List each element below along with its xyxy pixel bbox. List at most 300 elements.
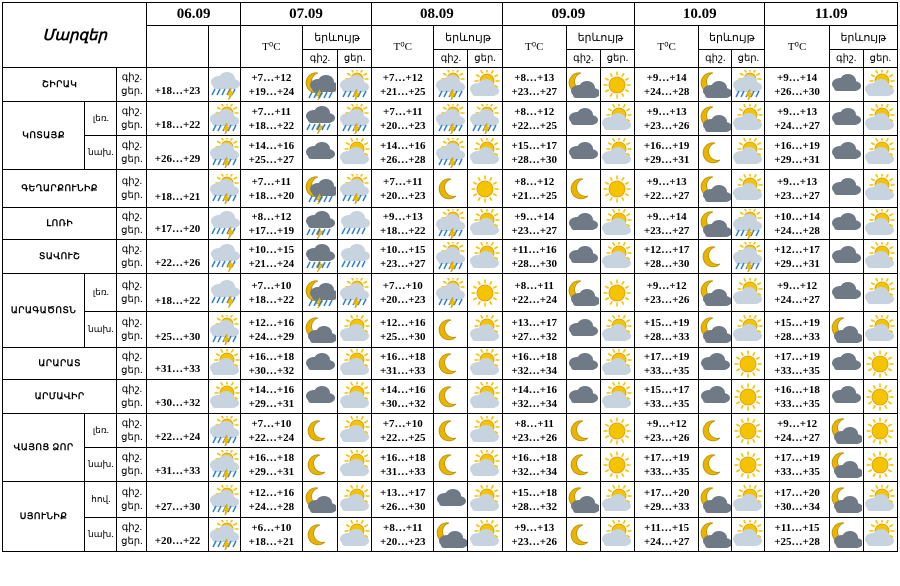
sun-icon (600, 68, 634, 102)
temp-pair (240, 68, 302, 102)
temp-pair (765, 274, 829, 312)
night-day-label (117, 482, 147, 518)
night-temp: +11…+15 (774, 521, 820, 534)
sun-storm-icon (434, 240, 468, 274)
cloud-icon (829, 208, 863, 240)
day-temp: +22…+25 (380, 431, 426, 444)
night-temp: +17…+20 (774, 486, 820, 499)
night-temp: +7…+11 (251, 105, 292, 118)
night-label: գիշ. (121, 210, 143, 222)
sun-cloud-icon (732, 170, 765, 208)
region-row (3, 414, 898, 448)
cloud-icon (566, 208, 600, 240)
moon-cloud-icon (699, 170, 732, 208)
cloud-icon (829, 380, 863, 414)
empty-cell (147, 26, 208, 68)
sun-cloud-icon (338, 414, 372, 448)
sun-cloud-icon (468, 348, 502, 380)
day-temp: +23…+27 (380, 257, 426, 270)
night-temp: +12…+17 (774, 243, 820, 256)
moon-icon (699, 136, 732, 170)
sun-cloud-icon (338, 348, 372, 380)
night-temp: +7…+10 (382, 279, 423, 292)
temp-pair (240, 518, 302, 552)
temp-pair (372, 380, 434, 414)
night-header: գիշ. (434, 50, 468, 68)
day-temp: +23…+27 (511, 85, 557, 98)
sun-cloud-icon (468, 136, 502, 170)
day-temp: +19…+24 (248, 85, 295, 98)
cloud-storm-icon (302, 208, 337, 240)
temp-pair (502, 102, 566, 136)
cloud-icon (566, 136, 600, 170)
day-temp: +28…+33 (643, 330, 690, 343)
date-header: 07.09 (240, 3, 371, 26)
forecast-body (3, 68, 898, 552)
day-temp: +24…+27 (774, 431, 820, 444)
sun-icon (600, 170, 634, 208)
cloud-storm-icon (302, 102, 337, 136)
temp-range: +17…+20 (147, 208, 208, 240)
day-temp: +22…+25 (511, 119, 557, 132)
sun-cloud-icon (863, 240, 897, 274)
sun-storm-icon (434, 274, 468, 312)
day-label: ցեր. (121, 153, 143, 165)
moon-cloud-icon (566, 274, 600, 312)
sun-icon (600, 414, 634, 448)
moon-storm-icon (302, 170, 337, 208)
day-temp: +33…+35 (774, 465, 820, 478)
moon-icon (302, 414, 337, 448)
region-row (3, 274, 898, 312)
day-temp: +20…+23 (380, 293, 426, 306)
sun-storm-icon (338, 170, 372, 208)
night-temp: +9…+14 (777, 71, 818, 84)
moon-storm-icon (302, 68, 337, 102)
temp-pair (372, 448, 434, 482)
sun-cloud-icon (863, 68, 897, 102)
day-temp: +27…+32 (511, 330, 557, 343)
moon-cloud-icon (699, 102, 732, 136)
day-temp: +29…+31 (248, 465, 295, 478)
night-temp: +8…+12 (251, 210, 292, 223)
temp-pair (502, 482, 566, 518)
temp-pair (765, 414, 829, 448)
day-temp: +24…+27 (774, 119, 820, 132)
night-label: գիշ. (121, 417, 143, 429)
night-temp: +12…+16 (380, 316, 426, 329)
sun-icon (732, 414, 765, 448)
day-label: ցեր. (121, 189, 143, 201)
sun-storm-icon (338, 68, 372, 102)
sun-cloud-icon (468, 380, 502, 414)
night-label: գիշ. (121, 383, 143, 395)
temp-pair (502, 414, 566, 448)
day-label: ցեր. (121, 224, 143, 236)
temp-pair (765, 380, 829, 414)
day-temp: +30…+34 (774, 500, 820, 513)
temp-pair (635, 518, 699, 552)
night-header: գիշ. (699, 50, 732, 68)
day-temp: +32…+34 (511, 364, 557, 377)
sun-cloud-icon (863, 482, 897, 518)
moon-icon (434, 170, 468, 208)
date-header: 08.09 (372, 3, 502, 26)
moon-storm-icon (302, 274, 337, 312)
night-temp: +9…+13 (646, 105, 687, 118)
sun-cloud-icon (468, 518, 502, 552)
day-temp: +33…+35 (643, 364, 690, 377)
cloud-icon (829, 170, 863, 208)
temp-pair (372, 274, 434, 312)
temp-range: +31…+33 (147, 348, 208, 380)
sun-icon (863, 414, 897, 448)
temp-pair (765, 448, 829, 482)
temp-pair (372, 136, 434, 170)
sun-cloud-icon (338, 136, 372, 170)
night-day-label (117, 312, 147, 348)
temp-pair (765, 136, 829, 170)
moon-cloud-icon (699, 274, 732, 312)
sun-storm-icon (732, 208, 765, 240)
night-temp: +8…+12 (514, 175, 555, 188)
night-label: գիշ. (121, 243, 143, 255)
day-temp: +23…+26 (643, 293, 690, 306)
night-temp: +11…+16 (511, 243, 557, 256)
temp-pair (765, 102, 829, 136)
day-temp: +23…+27 (774, 189, 820, 202)
subregion-name: նախ. (85, 312, 117, 348)
sun-cloud-icon (208, 348, 240, 380)
sun-cloud-icon (732, 518, 765, 552)
cloud-icon (302, 348, 337, 380)
region-row (3, 518, 898, 552)
sun-storm-icon (208, 482, 240, 518)
sun-icon (863, 448, 897, 482)
sun-storm-icon (434, 102, 468, 136)
sun-cloud-icon (732, 312, 765, 348)
night-temp: +12…+16 (248, 316, 295, 329)
day-temp: +32…+34 (511, 465, 557, 478)
moon-icon (566, 518, 600, 552)
temp-pair (372, 414, 434, 448)
day-temp: +29…+31 (643, 153, 690, 166)
rain-storm-icon (208, 68, 240, 102)
sun-icon (468, 274, 502, 312)
temp-pair (372, 170, 434, 208)
region-row (3, 240, 898, 274)
night-temp: +10…+15 (380, 243, 426, 256)
region-name: ՇԻՐԱԿ (3, 68, 117, 102)
phenomena-header: երևույթ (566, 26, 634, 50)
temp-pair (240, 312, 302, 348)
region-name: ՎԱՅՈՑ ՁՈՐ (3, 414, 85, 482)
day-temp: +20…+23 (380, 119, 426, 132)
sun-storm-icon (208, 312, 240, 348)
date-header: 09.09 (502, 3, 634, 26)
temp-pair (502, 348, 566, 380)
cloud-icon (566, 240, 600, 274)
day-label: ցեր. (121, 330, 143, 342)
moon-icon (699, 240, 732, 274)
subregion-name: լեռ. (85, 414, 117, 448)
temp-pair (240, 274, 302, 312)
day-temp: +23…+26 (511, 535, 557, 548)
moon-cloud-icon (699, 482, 732, 518)
night-temp: +9…+12 (646, 417, 687, 430)
night-temp: +8…+13 (514, 71, 555, 84)
sun-cloud-icon (600, 102, 634, 136)
day-label: ցեր. (121, 293, 143, 305)
region-row (3, 170, 898, 208)
day-temp: +22…+27 (643, 189, 690, 202)
sun-cloud-icon (468, 208, 502, 240)
day-temp: +24…+28 (774, 224, 820, 237)
cloud-icon (829, 102, 863, 136)
night-label: գիշ. (121, 279, 143, 291)
temp-pair (635, 208, 699, 240)
day-temp: +23…+27 (643, 224, 690, 237)
night-day-label (117, 136, 147, 170)
night-temp: +9…+13 (514, 521, 555, 534)
sun-cloud-icon (600, 240, 634, 274)
temp-pair (765, 348, 829, 380)
cloud-icon (566, 380, 600, 414)
region-name: ԱՐՄԱՎԻՐ (3, 380, 117, 414)
region-name: ԿՈՏԱՅՔ (3, 102, 85, 170)
moon-icon (302, 518, 337, 552)
sun-storm-icon (468, 102, 502, 136)
night-temp: +8…+11 (514, 279, 554, 292)
sun-storm-icon (434, 68, 468, 102)
night-day-label (117, 170, 147, 208)
night-temp: +7…+10 (251, 417, 292, 430)
temp-pair (372, 102, 434, 136)
temp-pair (372, 68, 434, 102)
moon-icon (434, 448, 468, 482)
moon-icon (566, 448, 600, 482)
temp-unit-header: T⁰C (240, 26, 302, 68)
region-row (3, 380, 898, 414)
night-label: գիշ. (121, 316, 143, 328)
temp-pair (502, 68, 566, 102)
day-temp: +24…+27 (774, 293, 820, 306)
day-temp: +29…+33 (643, 500, 690, 513)
sun-cloud-icon (732, 102, 765, 136)
night-temp: +8…+11 (383, 521, 423, 534)
region-row (3, 208, 898, 240)
day-label: ցեր. (121, 257, 143, 269)
night-day-label (117, 274, 147, 312)
subregion-name: նախ. (85, 448, 117, 482)
day-label: ցեր. (121, 535, 143, 547)
region-name: ԱՐԱԳԱԾՈՏՆ (3, 274, 85, 348)
sun-icon (863, 380, 897, 414)
moon-cloud-icon (829, 414, 863, 448)
day-temp: +23…+26 (643, 119, 690, 132)
sun-storm-icon (338, 274, 372, 312)
night-temp: +7…+11 (383, 105, 423, 118)
night-temp: +11…+15 (644, 521, 690, 534)
night-header: գիշ. (302, 50, 337, 68)
night-temp: +9…+13 (777, 175, 818, 188)
temp-pair (240, 136, 302, 170)
sun-cloud-icon (863, 170, 897, 208)
temp-range: +18…+22 (147, 274, 208, 312)
day-temp: +23…+27 (511, 224, 557, 237)
day-temp: +23…+26 (511, 431, 557, 444)
night-label: գիշ. (121, 350, 143, 362)
night-temp: +17…+20 (643, 486, 690, 499)
sun-cloud-icon (338, 380, 372, 414)
night-temp: +7…+10 (382, 417, 423, 430)
moon-icon (434, 312, 468, 348)
night-temp: +9…+12 (777, 279, 818, 292)
temp-range: +25…+30 (147, 312, 208, 348)
night-day-label (117, 208, 147, 240)
moon-icon (566, 170, 600, 208)
moon-icon (434, 414, 468, 448)
day-temp: +18…+22 (380, 224, 426, 237)
temp-pair (635, 274, 699, 312)
region-name: ԼՈՌԻ (3, 208, 117, 240)
night-temp: +9…+13 (646, 175, 687, 188)
region-row (3, 448, 898, 482)
moon-cloud-icon (699, 208, 732, 240)
sun-cloud-icon (863, 208, 897, 240)
sun-cloud-icon (863, 136, 897, 170)
temp-pair (240, 240, 302, 274)
night-temp: +12…+16 (248, 486, 295, 499)
sun-icon (600, 274, 634, 312)
night-temp: +9…+14 (646, 210, 687, 223)
temp-pair (372, 312, 434, 348)
day-temp: +28…+33 (774, 330, 820, 343)
night-temp: +10…+14 (774, 210, 820, 223)
day-label: ցեր. (121, 397, 143, 409)
day-temp: +18…+22 (248, 293, 295, 306)
cloud-icon (829, 274, 863, 312)
moon-cloud-icon (829, 448, 863, 482)
temp-pair (635, 348, 699, 380)
rain-storm-icon (208, 274, 240, 312)
night-temp: +15…+19 (643, 316, 690, 329)
temp-pair (502, 274, 566, 312)
cloud-icon (302, 380, 337, 414)
cloud-icon (566, 102, 600, 136)
night-temp: +17…+19 (774, 451, 820, 464)
temp-pair (635, 68, 699, 102)
temp-pair (502, 240, 566, 274)
night-label: գիշ. (121, 451, 143, 463)
day-temp: +28…+30 (511, 257, 557, 270)
sun-cloud-icon (468, 68, 502, 102)
day-temp: +24…+28 (643, 85, 690, 98)
sun-storm-icon (434, 208, 468, 240)
region-name: ՍՅՈՒՆԻՔ (3, 482, 85, 552)
night-temp: +6…+10 (251, 521, 292, 534)
night-day-label (117, 348, 147, 380)
temp-pair (372, 240, 434, 274)
temp-pair (635, 240, 699, 274)
temp-range: +22…+24 (147, 414, 208, 448)
moon-icon (699, 414, 732, 448)
sun-icon (732, 348, 765, 380)
temp-pair (502, 208, 566, 240)
region-row (3, 68, 898, 102)
day-temp: +33…+35 (643, 465, 690, 478)
temp-pair (635, 136, 699, 170)
sun-cloud-icon (338, 448, 372, 482)
day-temp: +26…+28 (380, 153, 426, 166)
night-temp: +16…+19 (774, 139, 820, 152)
night-label: գիշ. (121, 139, 143, 151)
day-label: ցեր. (121, 119, 143, 131)
night-temp: +13…+17 (511, 316, 557, 329)
temp-pair (635, 414, 699, 448)
night-temp: +17…+19 (643, 350, 690, 363)
day-temp: +24…+29 (248, 330, 295, 343)
temp-pair (372, 208, 434, 240)
sun-cloud-icon (468, 240, 502, 274)
day-temp: +31…+33 (380, 465, 426, 478)
cloud-icon (302, 136, 337, 170)
day-temp: +29…+31 (774, 257, 820, 270)
sun-storm-icon (732, 240, 765, 274)
temp-pair (240, 414, 302, 448)
moon-cloud-icon (699, 312, 732, 348)
subregion-name: նախ. (85, 136, 117, 170)
night-temp: +14…+16 (380, 139, 426, 152)
day-label: ցեր. (121, 364, 143, 376)
night-temp: +16…+18 (511, 350, 557, 363)
phenomena-header: երևույթ (699, 26, 765, 50)
night-temp: +10…+15 (248, 243, 295, 256)
day-temp: +25…+30 (380, 330, 426, 343)
sun-icon (732, 380, 765, 414)
day-header: ցեր. (863, 50, 897, 68)
temp-unit-header: T⁰C (635, 26, 699, 68)
rain-storm-icon (208, 208, 240, 240)
day-temp: +22…+24 (248, 431, 295, 444)
sun-cloud-icon (732, 136, 765, 170)
night-day-label (117, 240, 147, 274)
night-day-label (117, 448, 147, 482)
night-temp: +9…+14 (646, 71, 687, 84)
temp-pair (635, 102, 699, 136)
night-temp: +17…+19 (643, 451, 690, 464)
temp-pair (240, 348, 302, 380)
sun-icon (600, 448, 634, 482)
sun-cloud-icon (468, 482, 502, 518)
night-header: գիշ. (829, 50, 863, 68)
temp-pair (502, 448, 566, 482)
moon-cloud-icon (434, 518, 468, 552)
temp-pair (635, 312, 699, 348)
phenomena-header: երևույթ (829, 26, 897, 50)
night-day-label (117, 380, 147, 414)
day-temp: +20…+23 (380, 189, 426, 202)
night-temp: +14…+16 (248, 139, 295, 152)
moon-cloud-icon (829, 518, 863, 552)
cloud-icon (829, 240, 863, 274)
temp-pair (240, 482, 302, 518)
temp-pair (240, 102, 302, 136)
day-temp: +24…+27 (643, 535, 690, 548)
region-row (3, 482, 898, 518)
temp-pair (765, 482, 829, 518)
cloud-storm-icon (302, 240, 337, 274)
